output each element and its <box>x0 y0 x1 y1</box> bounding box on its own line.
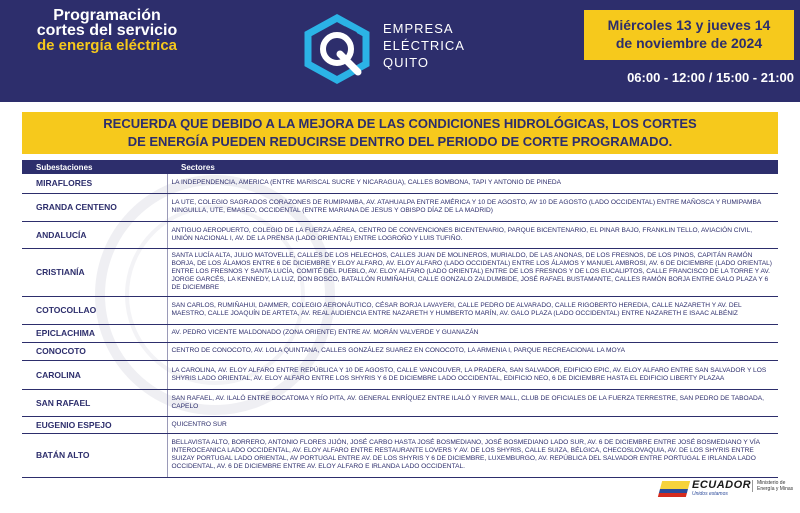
substation-cell: EPICLACHIMA <box>22 324 167 342</box>
schedule-table <box>22 160 778 478</box>
table-row <box>22 324 778 342</box>
title-line-2: cortes del servicio <box>36 22 178 39</box>
outage-hours: 06:00 - 12:00 / 15:00 - 21:00 <box>627 70 794 85</box>
government-slogan: Unidos estamos <box>692 491 728 497</box>
sectors-cell: LA INDEPENDENCIA, AMERICA (ENTRE MARISCAL SUCRE Y NICARAGUA), CALLES BOMBONA, TAPI Y ANTONIO DE PINEDA <box>167 174 778 193</box>
date-line-1: Miércoles 13 y jueves 14 <box>607 17 771 33</box>
table-row <box>22 221 778 248</box>
table-row <box>22 342 778 360</box>
page-title <box>12 8 202 53</box>
title-line-1: Programación <box>53 7 161 24</box>
table-row <box>22 389 778 416</box>
substation-cell: CONOCOTO <box>22 342 167 360</box>
table-row <box>22 416 778 433</box>
eeq-logo-icon <box>302 14 372 84</box>
sectors-cell: SANTA LUCÍA ALTA, JULIO MATOVELLE, CALLES DE LOS HELECHOS, CALLES JUAN DE MOLINEROS, MURIALDO, DE LAS ANONAS, DE LOS FRESNOS, DE LOS PINOS, CAPITÁN RAMÓN BORJA, DE LOS ÁLAMOS ENTRE 6 DE DICIEMBRE Y ELOY ALFARO, AV. ELOY ALFARO (LADO OCCIDENTAL) ENTRE LOS ÁLAMOS Y MANUEL AMBROSI, AV. 6 DE DICIEMBRE (LADO ORIENTAL) ENTRE LOS FRESNOS Y SANTA LUCÍA, COMITÉ DEL PUEBLO, AV. ELOY ALFARO (LADO ORIENTAL) ENTRE DE LOS FRESNOS Y DE LOS EUCALIPTOS, CALLE FRANCISCO DE LA TORRE Y AV. JORGE GARCÉS, LA KENNEDY, LA LUZ, DON BOSCO, BATALLÓN RUMIÑAHUI, CALLE GONZALO ZALDUMBIDE, JOSÉ RAFAEL BUSTAMANTE, CALLES RAMÓN BORJA ENTRE GALO PLAZA Y 6 DE DICIEMBRE <box>167 248 778 296</box>
substation-cell: ANDALUCÍA <box>22 221 167 248</box>
table-row <box>22 248 778 296</box>
sectors-cell: CENTRO DE CONOCOTO, AV. LOLA QUINTANA, CALLES GONZÁLEZ SUAREZ EN CONOCOTO, LA ARMENIA I, PARQUE RECREACIONAL LA MOYA <box>167 342 778 360</box>
sectors-cell: SAN CARLOS, RUMIÑAHUI, DAMMER, COLEGIO AERONÁUTICO, CÉSAR BORJA LAVAYERI, CALLE PEDRO DE ALVARADO, CALLE RIGOBERTO HEREDIA, CALLE NAZARETH Y AV. DEL MAESTRO, CALLE JOAQUÍN DE ARTETA, AV. REAL AUDIENCIA ENTRE NAZARETH Y HUMBERTO MARÍN, AV. GALO PLAZA (LADO OCCIDENTAL) ENTRE NAZARETH E ISAAC ALBÉNIZ <box>167 296 778 324</box>
table-row <box>22 174 778 193</box>
brand-line-2: ELÉCTRICA <box>383 38 465 53</box>
sectors-cell: BELLAVISTA ALTO, BORRERO, ANTONIO FLORES JIJÓN, JOSÉ CARBO HASTA JOSÉ BOSMEDIANO, JOSÉ BOSMEDIANO LADO SUR, AV. 6 DE DICIEMBRE ENTRE JOSÉ BOSMEDIANO Y VÍA INTEROCEANICA LADO OCCIDENTAL, AV. ELOY ALFARO ENTRE RESTAURANTE LOVERS Y AV. DE LOS SHYRIS, CALLE SUIZA, BÉLGICA, CHECOSLOVAQUIA, AV. DE LOS SHYRIS ENTRE SUIZAY PORTUGAL LADO ORIENTAL, AV PORTUGAL ENTRE AV. DE LOS SHYRIS Y 6 DE DICIEMBRE, LUXEMBURGO, AV. REPÚBLICA DEL SALVADOR ENTRE PORTUGAL E IRLANDA LADO OCCIDENTAL, AV. 6 DE DICIEMBRE ENTRE AV. ELOY ALFARO E IRLANDA LADO OCCIDENTAL. <box>167 433 778 477</box>
sectors-cell: LA CAROLINA, AV. ELOY ALFARO ENTRE REPÚBLICA Y 10 DE AGOSTO, CALLE VANCOUVER, LA PRADERA, SAN SALVADOR, EDIFICIO EPIC, AV. ELOY ALFARO ENTRE SAN SALVADOR Y LOS SHYRIS LADO ORIENTAL, AV. ELOY ALFARO ENTRE LOS SHYRIS Y 6 DE DICIEMBRE LADO OCCIDENTAL, EDIFICIO NEO, 6 DE DICIEMBRE HASTA EL EDIFICIO LIBERTY PLAZAA <box>167 360 778 389</box>
brand-line-3: QUITO <box>383 55 429 70</box>
sectors-cell: ANTIGUO AEROPUERTO, COLEGIO DE LA FUERZA AÉREA, CENTRO DE CONVENCIONES BICENTENARIO, PARQUE BICENTENARIO, EL PINAR BAJO, FRANKLIN TELLO, AVIACIÓN CIVIL, UNIÓN NACIONAL I, AV. DE LA PRENSA (LADO ORIENTAL) ENTRE LOGROÑO Y LUIS TUFIÑO. <box>167 221 778 248</box>
substation-cell: CRISTIANÍA <box>22 248 167 296</box>
brand-name <box>383 20 465 71</box>
column-header-substation: Subestaciones <box>22 160 167 174</box>
substation-cell: CAROLINA <box>22 360 167 389</box>
notice-banner <box>22 112 778 154</box>
notice-line-2: DE ENERGÍA PUEDEN REDUCIRSE DENTRO DEL PERIODO DE CORTE PROGRAMADO. <box>127 134 673 149</box>
substation-cell: COTOCOLLAO <box>22 296 167 324</box>
country-name: ECUADOR <box>692 479 752 491</box>
substation-cell: GRANDA CENTENO <box>22 193 167 221</box>
substation-cell: SAN RAFAEL <box>22 389 167 416</box>
substation-cell: EUGENIO ESPEJO <box>22 416 167 433</box>
date-line-2: de noviembre de 2024 <box>615 35 763 51</box>
brand-line-1: EMPRESA <box>383 21 454 36</box>
substation-cell: BATÁN ALTO <box>22 433 167 477</box>
sectors-cell: LA UTE, COLEGIO SAGRADOS CORAZONES DE RUMIPAMBA, AV. ATAHUALPA ENTRE AMÉRICA Y 10 DE AGOSTO, AV 10 DE AGOSTO (LADO OCCIDENTAL) ENTRE MAÑOSCA Y RUMIPAMBA NINGUILLA, UTE, EMASEO, OCCIDENTAL (ENTRE MARIANA DE JESUS Y OBISPO DÍAZ DE LA MADRID) <box>167 193 778 221</box>
ministry-line-2: Energía y Minas <box>757 486 794 492</box>
table-row <box>22 193 778 221</box>
notice-line-1: RECUERDA QUE DEBIDO A LA MEJORA DE LAS CONDICIONES HIDROLÓGICAS, LOS CORTES <box>103 116 697 131</box>
table-row <box>22 433 778 477</box>
ecuador-flag-icon <box>658 481 690 497</box>
table-header-row <box>22 160 778 174</box>
title-line-3: de energía eléctrica <box>36 37 178 54</box>
substation-cell: MIRAFLORES <box>22 174 167 193</box>
sectors-cell: SAN RAFAEL, AV. ILALÓ ENTRE BOCATOMA Y RÍO PITA, AV. GENERAL ENRÍQUEZ ENTRE ILALÓ Y RIVER MALL, CLUB DE OFICIALES DE LA FUERZA TERRESTRE, SAN PEDRO DE TABOADA, CAPELO <box>167 389 778 416</box>
ministry-name <box>752 480 793 492</box>
header-banner <box>0 0 800 102</box>
table-row <box>22 360 778 389</box>
sectors-cell: QUICENTRO SUR <box>167 416 778 433</box>
column-header-sectors: Sectores <box>167 160 778 174</box>
sectors-cell: AV. PEDRO VICENTE MALDONADO (ZONA ORIENTE) ENTRE AV. MORÁN VALVERDE Y GUANAZÁN <box>167 324 778 342</box>
date-box <box>584 10 794 60</box>
table-row <box>22 296 778 324</box>
ministry-line-1: Ministerio de <box>757 480 786 486</box>
